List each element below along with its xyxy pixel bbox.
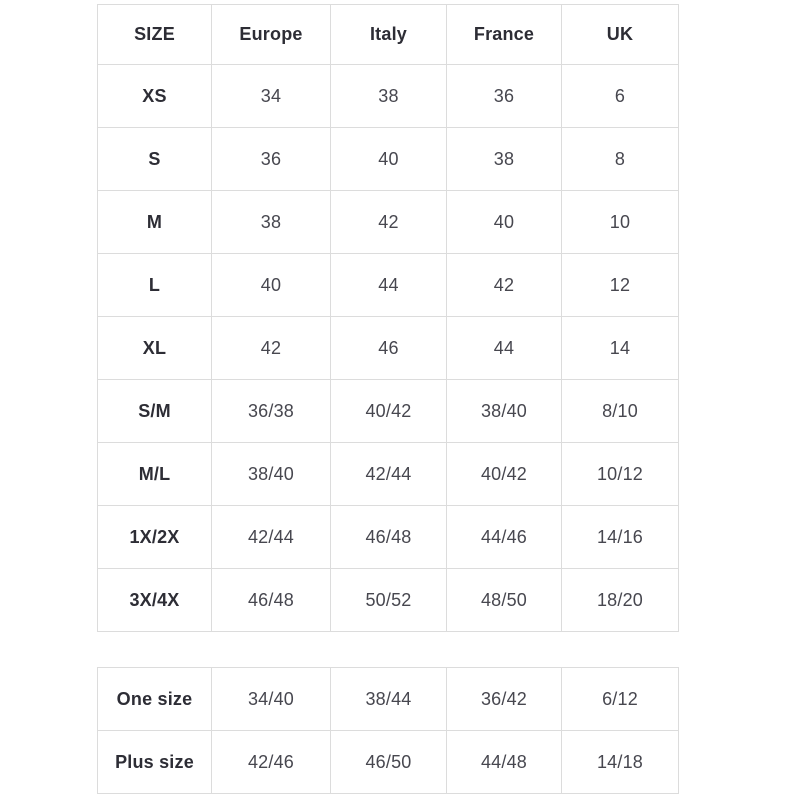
value-cell: 38 [331, 65, 447, 128]
special-sizes-body [98, 668, 679, 794]
value-cell: 18/20 [562, 569, 679, 632]
value-cell: 44/46 [447, 506, 562, 569]
value-cell: 42/46 [212, 731, 331, 794]
value-cell: 42/44 [331, 443, 447, 506]
value-cell: 34/40 [212, 668, 331, 731]
row-label: XL [98, 317, 212, 380]
row-label: 1X/2X [98, 506, 212, 569]
header-cell-uk: UK [562, 5, 679, 65]
row-label: L [98, 254, 212, 317]
row-label: One size [98, 668, 212, 731]
row-label: 3X/4X [98, 569, 212, 632]
value-cell: 36 [212, 128, 331, 191]
table-row-s [98, 128, 679, 191]
value-cell: 36/38 [212, 380, 331, 443]
header-cell-europe: Europe [212, 5, 331, 65]
row-label: S/M [98, 380, 212, 443]
value-cell: 38/44 [331, 668, 447, 731]
value-cell: 44/48 [447, 731, 562, 794]
table-row-l [98, 254, 679, 317]
header-cell-france: France [447, 5, 562, 65]
special-sizes-table [97, 667, 679, 794]
value-cell: 44 [447, 317, 562, 380]
value-cell: 46 [331, 317, 447, 380]
table-row-one-size [98, 668, 679, 731]
row-label: S [98, 128, 212, 191]
value-cell: 14/16 [562, 506, 679, 569]
value-cell: 44 [331, 254, 447, 317]
table-row-3x4x [98, 569, 679, 632]
row-label: M [98, 191, 212, 254]
value-cell: 8 [562, 128, 679, 191]
value-cell: 38 [212, 191, 331, 254]
value-cell: 10/12 [562, 443, 679, 506]
size-conversion-table [97, 4, 679, 632]
value-cell: 46/48 [331, 506, 447, 569]
table-row-plus-size [98, 731, 679, 794]
table-row-sm [98, 380, 679, 443]
table-row-m [98, 191, 679, 254]
value-cell: 14 [562, 317, 679, 380]
value-cell: 6 [562, 65, 679, 128]
header-cell-size: SIZE [98, 5, 212, 65]
value-cell: 38/40 [447, 380, 562, 443]
value-cell: 12 [562, 254, 679, 317]
value-cell: 50/52 [331, 569, 447, 632]
value-cell: 42/44 [212, 506, 331, 569]
value-cell: 8/10 [562, 380, 679, 443]
header-row [98, 5, 679, 65]
row-label: M/L [98, 443, 212, 506]
table-body [98, 65, 679, 632]
value-cell: 40 [212, 254, 331, 317]
table-row-1x2x [98, 506, 679, 569]
value-cell: 46/50 [331, 731, 447, 794]
row-label: XS [98, 65, 212, 128]
value-cell: 40 [331, 128, 447, 191]
value-cell: 40 [447, 191, 562, 254]
value-cell: 42 [212, 317, 331, 380]
tables-container [97, 4, 678, 794]
value-cell: 46/48 [212, 569, 331, 632]
value-cell: 40/42 [447, 443, 562, 506]
value-cell: 36/42 [447, 668, 562, 731]
value-cell: 42 [447, 254, 562, 317]
value-cell: 40/42 [331, 380, 447, 443]
row-label: Plus size [98, 731, 212, 794]
table-row-xs [98, 65, 679, 128]
value-cell: 48/50 [447, 569, 562, 632]
header-cell-italy: Italy [331, 5, 447, 65]
value-cell: 36 [447, 65, 562, 128]
table-header [98, 5, 679, 65]
value-cell: 38/40 [212, 443, 331, 506]
value-cell: 42 [331, 191, 447, 254]
value-cell: 10 [562, 191, 679, 254]
table-row-xl [98, 317, 679, 380]
value-cell: 34 [212, 65, 331, 128]
table-row-ml [98, 443, 679, 506]
value-cell: 38 [447, 128, 562, 191]
value-cell: 6/12 [562, 668, 679, 731]
value-cell: 14/18 [562, 731, 679, 794]
